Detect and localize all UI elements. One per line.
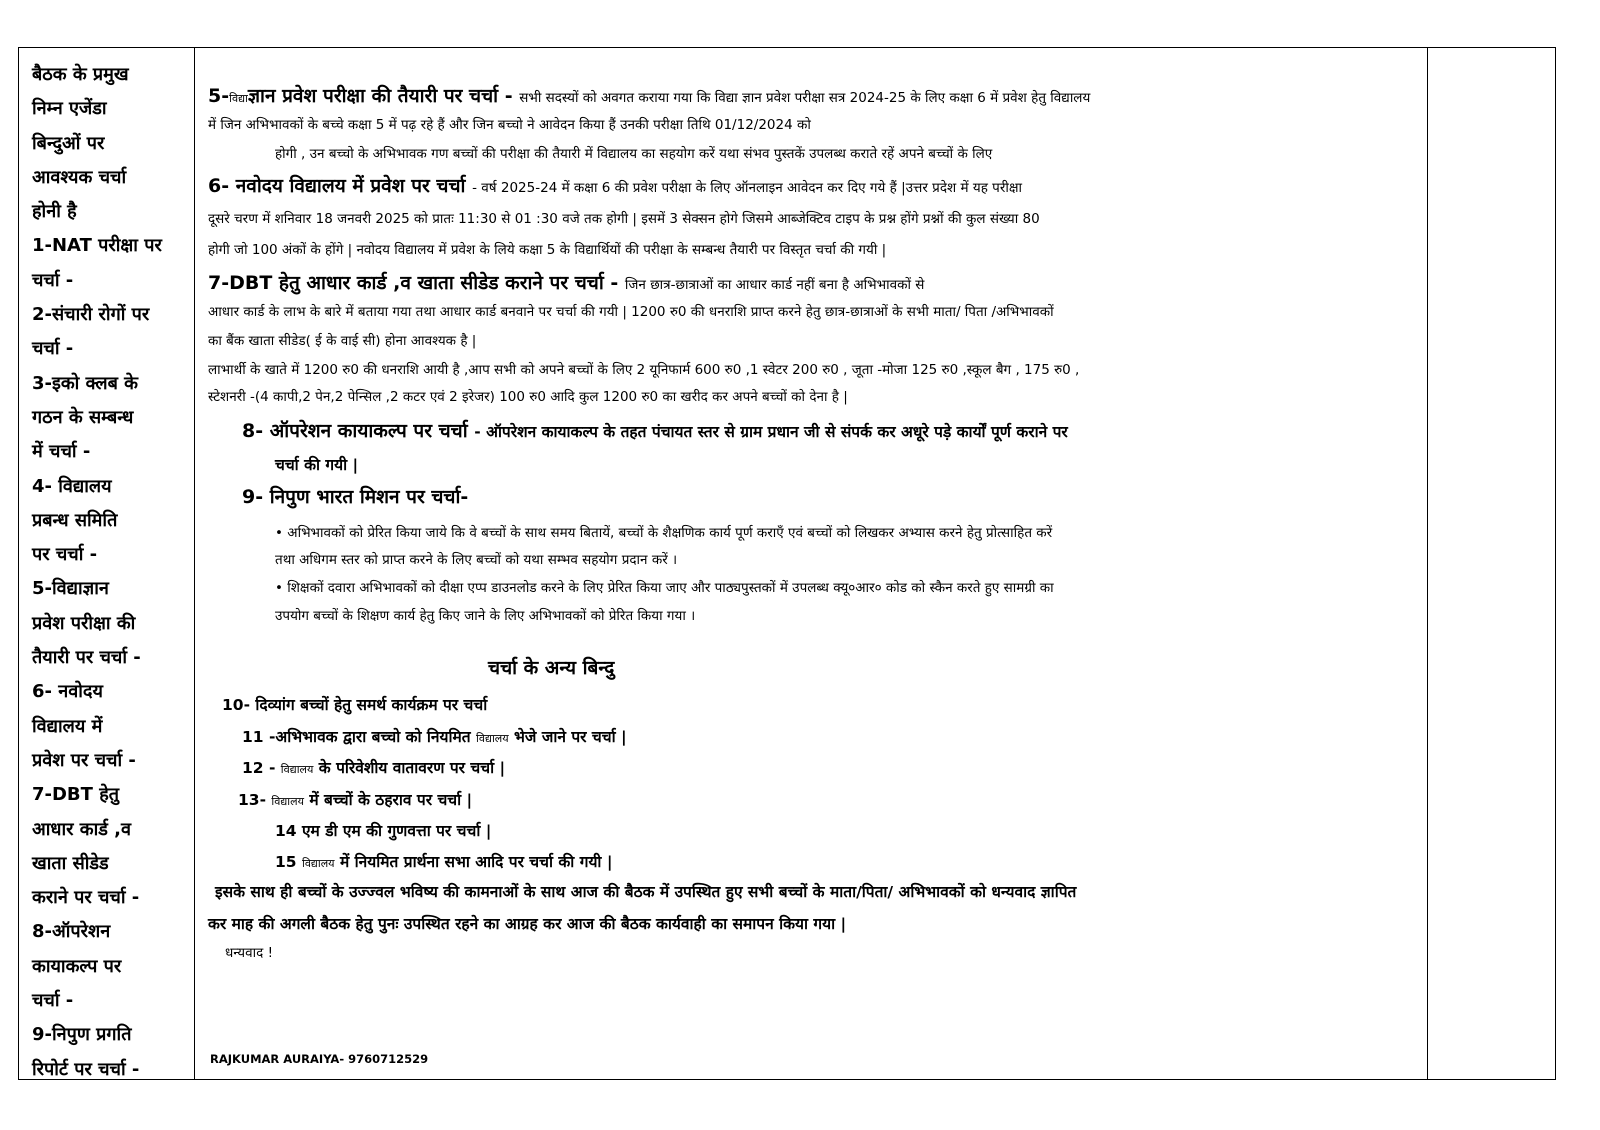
minutes-line	[208, 209, 1040, 229]
minutes-line	[238, 790, 472, 812]
agenda-item-line: प्रवेश परीक्षा की	[32, 612, 136, 634]
text-segment: लाभार्थी के खाते में 1200 रु0 की धनराशि आयी है ,आप सभी को अपने बच्चों के लिए 2 यूनिफार्म 600 रु0 ,1 स्वेटर 200 रु0 , जूता -मोजा 125 रु0 ,स्कूल बैग , 175 रु0 ,	[208, 362, 1080, 378]
agenda-item-line: निम्न एजेंडा	[32, 98, 107, 120]
text-segment: होगी जो 100 अंकों के होंगे | नवोदय विद्यालय में प्रवेश के लिये कक्षा 5 के विद्यार्थियों की परीक्षा के सम्बन्ध तैयारी पर विस्तृत चर्चा की गयी |	[208, 242, 887, 258]
section-heading: 6- नवोदय विद्यालय में प्रवेश पर चर्चा	[208, 175, 473, 197]
text-segment: - ऑपरेशन कायाकल्प के तहत पंचायत स्तर से ग्राम प्रधान जी से संपर्क कर अधूरे पड़े कार्यों पूर्ण कराने पर	[474, 423, 1068, 441]
agenda-item-line: में चर्चा -	[32, 441, 91, 463]
minutes-line	[242, 758, 505, 780]
agenda-item-line: प्रबन्ध समिति	[32, 509, 118, 531]
minutes-line	[222, 695, 487, 716]
minutes-line	[208, 240, 886, 260]
text-segment: सभी सदस्यों को अवगत कराया गया कि विद्या ज्ञान प्रवेश परीक्षा सत्र 2024-25 के लिए कक्षा 6 में प्रवेश हेतु विद्यालय	[519, 90, 1091, 106]
agenda-item-line: 5-विद्याज्ञान	[32, 578, 109, 600]
text-segment: स्टेशनरी -(4 कापी,2 पेन,2 पेन्सिल ,2 कटर एवं 2 इरेजर) 100 रु0 आदि कुल 1200 रु0 का खरीद कर अपने बच्चों को देना है |	[208, 389, 848, 405]
text-segment: का बैंक खाता सीडेड( ई के वाई सी) होना आवश्यक है |	[208, 333, 477, 349]
minutes-line	[208, 360, 1079, 380]
text-segment: विद्या	[229, 92, 248, 105]
text-segment: तथा अधिगम स्तर को प्राप्त करने के लिए बच्चों को यथा सम्भव सहयोग प्रदान करें ।	[275, 552, 678, 568]
text-segment: विद्यालय	[271, 795, 304, 808]
section-heading: 8- ऑपरेशन कायाकल्प पर चर्चा	[242, 420, 475, 442]
agenda-item-line: 1-NAT परीक्षा पर	[32, 235, 162, 257]
agenda-item-line: चर्चा -	[32, 338, 74, 360]
agenda-item-line: पर चर्चा -	[32, 544, 98, 566]
text-segment: 12 -	[242, 759, 281, 777]
minutes-line	[215, 882, 1076, 903]
minutes-line	[225, 943, 273, 963]
agenda-item-line: बैठक के प्रमुख	[32, 64, 129, 85]
text-segment: धन्यवाद !	[225, 945, 273, 961]
agenda-item-line: चर्चा -	[32, 269, 74, 291]
text-segment: के परिवेशीय वातावरण पर चर्चा |	[313, 759, 506, 777]
minutes-line	[208, 176, 1022, 198]
text-segment: 15	[275, 853, 302, 871]
minutes-line	[242, 487, 468, 509]
agenda-item-line: कायाकल्प पर	[32, 955, 122, 977]
minutes-line	[242, 421, 1068, 443]
text-segment: कर माह की अगली बैठक हेतु पुनः उपस्थित रहने का आग्रह कर आज की बैठक कार्यवाही का समापन किया गया |	[208, 915, 847, 933]
minutes-line	[275, 523, 1052, 543]
text-segment: उपयोग बच्चों के शिक्षण कार्य हेतु किए जाने के लिए अभिभावकों को प्रेरित किया गया ।	[275, 608, 696, 624]
text-segment: 10- दिव्यांग बच्चों हेतु समर्थ कार्यक्रम पर चर्चा	[222, 696, 488, 714]
text-segment: चर्चा की गयी |	[275, 456, 359, 474]
section-heading: 5-	[208, 85, 230, 107]
agenda-item-line: गठन के सम्बन्ध	[32, 406, 134, 428]
agenda-item-line: चर्चा -	[32, 990, 74, 1012]
minutes-line	[275, 578, 1054, 598]
agenda-item-line: 6- नवोदय	[32, 681, 103, 703]
agenda-item-line: आवश्यक चर्चा	[32, 166, 127, 188]
agenda-item-line: 7-DBT हेतु	[32, 784, 120, 806]
text-segment: विद्यालय	[280, 763, 314, 776]
agenda-item-line: रिपोर्ट पर चर्चा -	[32, 1058, 140, 1080]
text-segment: जिन छात्र-छात्राओं का आधार कार्ड नहीं बना है अभिभावकों से	[624, 277, 925, 293]
minutes-line	[208, 115, 811, 135]
text-segment: - वर्ष 2025-24 में कक्षा 6 की प्रवेश परीक्षा के लिए ऑनलाइन आवेदन कर दिए गये हैं |उत्तर प्रदेश में यह परीक्षा	[472, 180, 1023, 196]
text-segment: में नियमित प्रार्थना सभा आदि पर चर्चा की गयी |	[334, 853, 613, 871]
minutes-line	[242, 727, 627, 749]
text-segment: में बच्चों के ठहराव पर चर्चा |	[304, 791, 473, 809]
text-segment: 11 -अभिभावक द्वारा बच्चो को नियमित	[242, 728, 477, 746]
minutes-line	[208, 331, 476, 351]
signature: RAJKUMAR AURAIYA- 9760712529	[210, 1052, 429, 1066]
agenda-item-line: खाता सीडेड	[32, 852, 109, 874]
text-segment: • अभिभावकों को प्रेरित किया जाये कि वे बच्चों के साथ समय बितायें, बच्चों के शैक्षणिक कार्य पूर्ण कराएँ एवं बच्चों को लिखकर अभ्यास करने हेतु प्रोत्साहित करें	[275, 525, 1053, 541]
agenda-item-line: 3-इको क्लब के	[32, 372, 138, 394]
section-heading: चर्चा के अन्य बिन्दु	[488, 657, 615, 679]
text-segment: • शिक्षकों दवारा अभिभावकों को दीक्षा एप्प डाउनलोड करने के लिए प्रेरित किया जाए और पाठ्यपुस्तकों में उपलब्ध क्यू०आर० कोड को स्कैन करते हुए सामग्री का	[275, 580, 1054, 596]
text-segment: 14 एम डी एम की गुणवत्ता पर चर्चा |	[275, 822, 492, 840]
agenda-item-line: विद्यालय में	[32, 715, 103, 737]
text-segment: भेजे जाने पर चर्चा |	[508, 728, 627, 746]
agenda-item-line: 9-निपुण प्रगति	[32, 1024, 132, 1046]
minutes-line	[488, 658, 614, 680]
agenda-item-line: आधार कार्ड ,व	[32, 818, 131, 840]
agenda-item-line: 4- विद्यालय	[32, 475, 112, 497]
text-segment: आधार कार्ड के लाभ के बारे में बताया गया तथा आधार कार्ड बनवाने पर चर्चा की गयी | 1200 रु0 की धनराशि प्राप्त करने हेतु छात्र-छात्राओं के सभी माता/ पिता /अभिभावकों	[208, 304, 1054, 320]
text-segment: में जिन अभिभावकों के बच्चे कक्षा 5 में पढ़ रहे हैं और जिन बच्चो ने आवेदन किया हैं उनकी परीक्षा तिथि 01/12/2024 को	[208, 117, 811, 133]
agenda-column	[32, 58, 190, 1087]
minutes-line	[275, 144, 992, 164]
text-segment: इसके साथ ही बच्चों के उज्ज्वल भविष्य की कामनाओं के साथ आज की बैठक में उपस्थित हुए सभी बच्चों के माता/पिता/ अभिभावकों को धन्यवाद ज्ञापित	[215, 883, 1077, 901]
section-heading: 7-DBT हेतु आधार कार्ड ,व खाता सीडेड कराने पर चर्चा -	[208, 272, 625, 294]
text-segment: होगी , उन बच्चो के अभिभावक गण बच्चों की परीक्षा की तैयारी में विद्यालय का सहयोग करें यथा संभव पुस्तकें उपलब्ध कराते रहें अपने बच्चों के लिए	[275, 146, 993, 162]
column-divider	[194, 47, 195, 1080]
minutes-line	[275, 550, 677, 570]
section-heading: ज्ञान प्रवेश परीक्षा की तैयारी पर चर्चा -	[247, 85, 520, 107]
agenda-item-line: बिन्दुओं पर	[32, 132, 105, 154]
agenda-item-line: होनी है	[32, 201, 77, 223]
text-segment: विद्यालय	[476, 732, 509, 745]
minutes-line	[275, 455, 358, 476]
agenda-item-line: कराने पर चर्चा -	[32, 887, 140, 909]
minutes-line	[275, 852, 613, 874]
minutes-line	[275, 606, 695, 626]
section-heading: 9- निपुण भारत मिशन पर चर्चा-	[242, 486, 469, 508]
minutes-line	[275, 821, 491, 842]
agenda-item-line: 2-संचारी रोगों पर	[32, 304, 150, 326]
text-segment: 13-	[238, 791, 272, 809]
agenda-item-line: 8-ऑपरेशन	[32, 921, 111, 943]
minutes-line	[208, 387, 848, 407]
minutes-line	[208, 273, 924, 295]
column-divider	[1427, 47, 1428, 1080]
minutes-line	[208, 914, 846, 935]
agenda-item-line: तैयारी पर चर्चा -	[32, 647, 141, 669]
text-segment: दूसरे चरण में शनिवार 18 जनवरी 2025 को प्रातः 11:30 से 01 :30 वजे तक होगी | इसमें 3 सेक्सन होगे जिसमे आब्जेक्टिव टाइप के प्रश्न होंगे प्रश्नों की कुल संख्या 80	[208, 211, 1040, 227]
agenda-item-line: प्रवेश पर चर्चा -	[32, 749, 136, 771]
minutes-line	[208, 86, 1090, 109]
text-segment: विद्यालय	[301, 857, 335, 870]
minutes-line	[208, 302, 1054, 322]
